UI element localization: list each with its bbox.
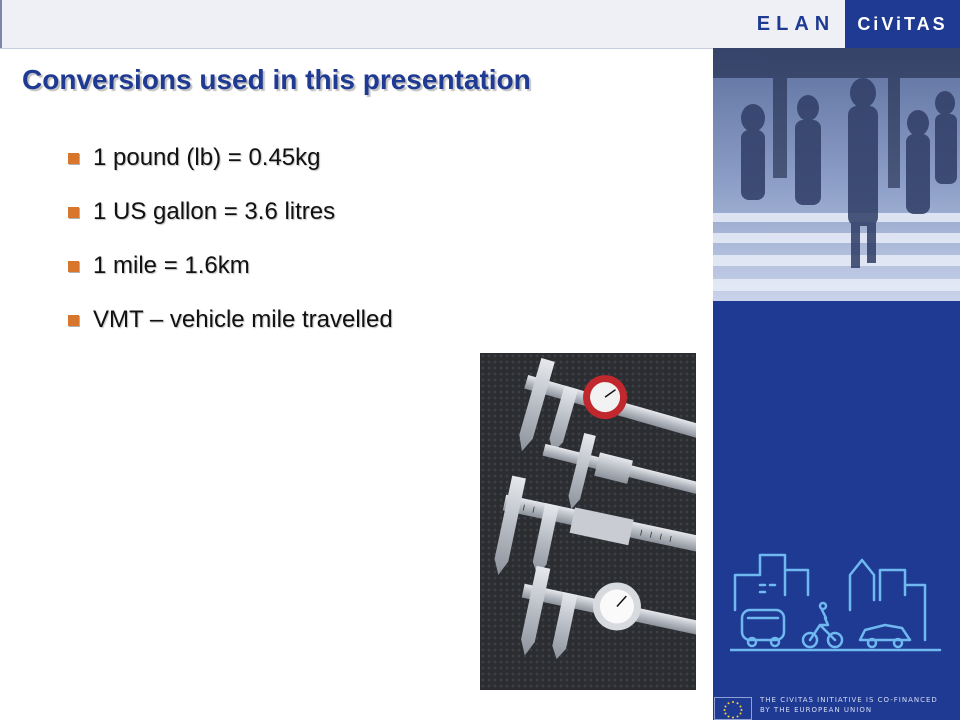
bullet-item (50, 306, 393, 334)
bullet-square-icon (68, 315, 79, 326)
bullet-list (50, 144, 393, 360)
header-divider (0, 0, 2, 48)
bullet-square-icon (68, 207, 79, 218)
elan-logo-text: ELAN (756, 12, 836, 35)
bullet-square-icon (68, 153, 79, 164)
bullet-text: VMT – vehicle mile travelled (93, 306, 393, 333)
bullet-item (50, 252, 393, 280)
city-mobility-illustration (730, 540, 945, 665)
cofinancing-notice (760, 695, 956, 715)
calipers-photo (480, 353, 696, 690)
bullet-text: 1 US gallon = 3.6 litres (93, 198, 336, 225)
bullet-text: 1 mile = 1.6km (93, 252, 250, 279)
civitas-logo-text: CiViTAS (857, 13, 948, 34)
eu-flag-icon (714, 697, 752, 720)
cofinancing-line-1: THE CIVITAS INITIATIVE IS CO-FINANCED (760, 696, 938, 704)
bullet-item (50, 198, 393, 226)
civitas-logo (845, 0, 960, 48)
slide-title: Conversions used in this presentation (22, 64, 531, 95)
bullet-square-icon (68, 261, 79, 272)
cofinancing-line-2: BY THE EUROPEAN UNION (760, 706, 873, 714)
bullet-item (50, 144, 393, 172)
crowd-photo (713, 48, 960, 301)
elan-logo (748, 0, 844, 48)
slide-header (0, 0, 960, 49)
bullet-text: 1 pound (lb) = 0.45kg (93, 144, 321, 171)
